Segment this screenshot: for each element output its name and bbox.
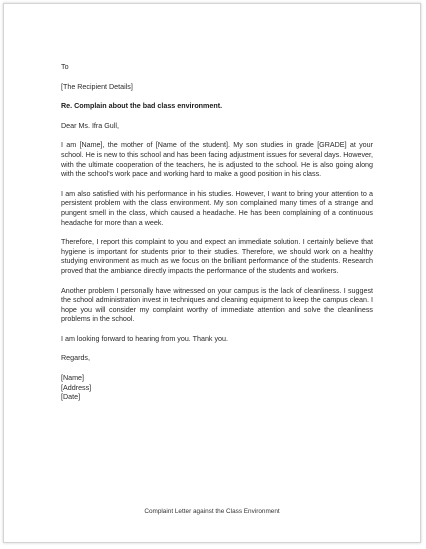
paragraph-closing-remark: I am looking forward to hearing from you. Thank you. <box>61 334 228 343</box>
signature-address: [Address] <box>61 383 92 392</box>
paragraph-introduction: I am [Name], the mother of [Name of the student]. My son studies in grade [GRADE] at your school. He is new to this school and has been facing adjustment issues for several days. However, with the ultimate cooperation of the teachers, he is adjusted to the school. He is also going along with the school's work pace and working hard to make a good position in his class. <box>61 141 373 179</box>
signature-name: [Name] <box>61 374 85 383</box>
paragraph-request: Therefore, I report this complaint to you and expect an immediate solution. I certainly believe that hygiene is important for students prior to their studies. Therefore, we should work on a healthy studying environment as much as we focus on the brilliant performance of the students. Research proved that the ambiance directly impacts the performance of the students and workers. <box>61 238 373 275</box>
recipient-details: [The Recipient Details] <box>61 82 133 91</box>
letter-salutation: Dear Ms. Ifra Gull, <box>61 121 119 130</box>
paragraph-problem: I am also satisfied with his performance in his studies. However, I want to bring your attention to a persistent problem with the class environment. My son complained many times of a strange and pungent smell in the class, which caused a headache. He has been complaining of a continuous headache for more than a week. <box>61 189 373 227</box>
document-footer-caption: Complaint Letter against the Class Environment <box>144 508 280 515</box>
document-page <box>3 3 421 543</box>
letter-closing: Regards, <box>61 354 90 363</box>
paragraph-cleanliness: Another problem I personally have witnessed on your campus is the lack of cleanliness. I suggest the school administration invest in techniques and cleaning equipment to keep the campus clean. I hope you will consider my complaint worthy of immediate attention and solve the cleanliness problems in the school. <box>61 286 373 324</box>
signature-date: [Date] <box>61 393 81 402</box>
letter-to: To <box>61 63 69 71</box>
letter-subject: Re. Complain about the bad class environment. <box>61 102 223 111</box>
letter-body <box>61 63 373 403</box>
